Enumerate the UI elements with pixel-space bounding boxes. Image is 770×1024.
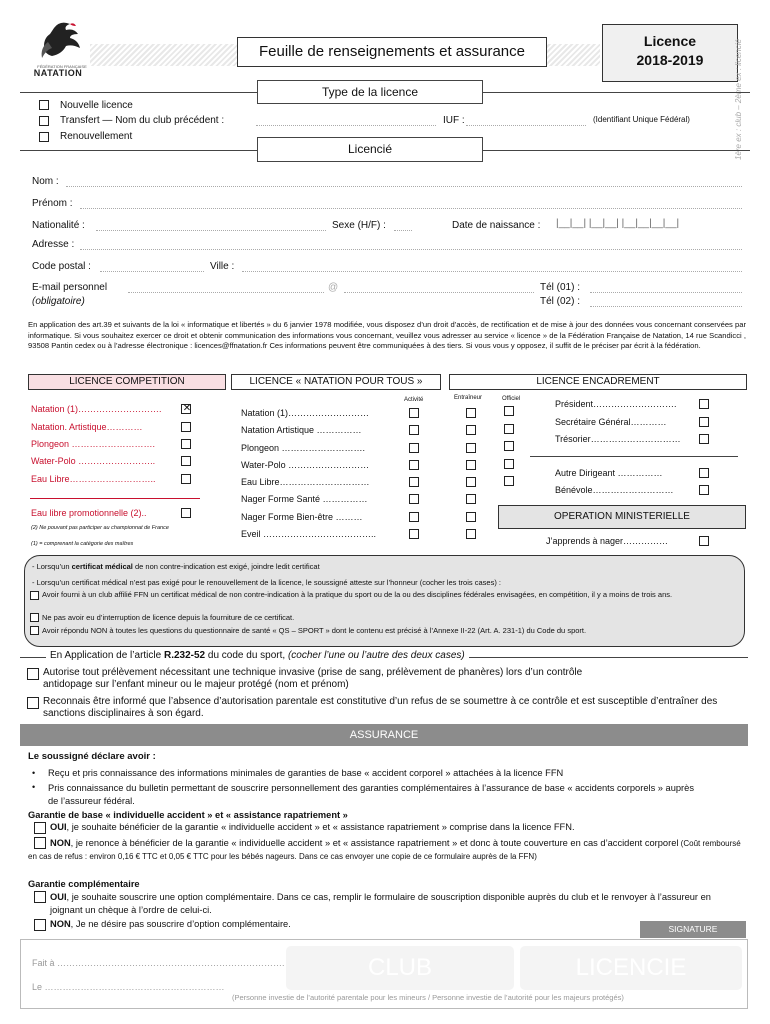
note-1: (1) = comprenant la catégorie des maîtres (31, 541, 134, 547)
benevole-checkbox[interactable] (699, 485, 709, 495)
eau-libre-promo-checkbox[interactable] (181, 508, 191, 518)
activite-label: Activité (404, 397, 424, 403)
entraineur-checkbox-8[interactable] (466, 529, 476, 539)
competition-item: Natation (1)………………………. (31, 404, 162, 414)
npt-item: Plongeon ………………………. (241, 443, 366, 453)
operation-ministerielle-heading: OPERATION MINISTERIELLE (498, 505, 746, 529)
competition-heading: LICENCE COMPETITION (28, 374, 226, 390)
logo-subtitle: FÉDÉRATION FRANÇAISE (37, 64, 87, 69)
role-tresorier: Trésorier………………………… (555, 434, 681, 444)
entraineur-checkbox-2[interactable] (466, 425, 476, 435)
sexe-field[interactable] (394, 230, 412, 231)
signature-heading: SIGNATURE (640, 921, 746, 938)
licence-label: Licence (643, 33, 697, 49)
divider (530, 456, 738, 457)
npt-item: Natation Artistique …………… (241, 425, 362, 435)
page-title-text: Feuille de renseignements et assurance (259, 43, 525, 60)
medical-line2: - Lorsqu’un certificat médical n’est pas exigé pour le renouvellement de la licence, le soussigné atteste sur l’honneur (cocher les trois cases) : (32, 578, 501, 587)
entraineur-checkbox-5[interactable] (466, 477, 476, 487)
competition-item: Plongeon ………………………. (31, 439, 156, 449)
garantie-oui-checkbox[interactable] (34, 822, 46, 834)
medical-opt2-checkbox[interactable] (30, 613, 39, 622)
autre-dirigeant-checkbox[interactable] (699, 468, 709, 478)
logo (28, 20, 90, 80)
date-naissance-field[interactable]: |__|__| |__|__| |__|__|__|__| (556, 218, 680, 229)
licence-box (602, 24, 738, 82)
fait-a-field[interactable]: Fait à …………………………………………………………………. (32, 958, 285, 968)
club-signature-box[interactable]: CLUB (286, 946, 514, 990)
signature-note: (Personne investie de l’autorité parentale pour les mineurs / Personne investie de l’autorité pour les majeurs protégés) (232, 993, 624, 1002)
iuf-label: IUF : (443, 115, 465, 126)
medical-line1: - Lorsqu’un certificat médical de non contre-indication est exigé, joindre ledit certificat (32, 562, 320, 571)
antidopage-reconnais-checkbox[interactable] (27, 697, 39, 709)
officiel-checkbox-1[interactable] (504, 406, 514, 416)
npt-item: Eveil ……………………………….. (241, 529, 377, 539)
prenom-field[interactable] (80, 208, 742, 209)
adresse-field[interactable] (80, 249, 742, 250)
president-checkbox[interactable] (699, 399, 709, 409)
club-precedent-field[interactable] (256, 125, 436, 126)
nationalite-label: Nationalité : (32, 220, 85, 231)
antidopage-autorise-checkbox[interactable] (27, 668, 39, 680)
comp-non-text: NON, Je ne désire pas souscrire d’option complémentaire. (50, 919, 291, 929)
nationalite-field[interactable] (96, 230, 326, 231)
competition-plongeon-checkbox[interactable] (181, 439, 191, 449)
ville-field[interactable] (242, 271, 742, 272)
nom-label: Nom : (32, 176, 59, 187)
npt-eveil-checkbox[interactable] (409, 529, 419, 539)
role-secretaire: Secrétaire Général………… (555, 417, 667, 427)
tel1-field[interactable] (590, 292, 742, 293)
npt-waterpolo-checkbox[interactable] (409, 460, 419, 470)
comp-non-checkbox[interactable] (34, 919, 46, 931)
npt-artistique-checkbox[interactable] (409, 425, 419, 435)
email-label: E-mail personnel (32, 282, 108, 293)
japprends-checkbox[interactable] (699, 536, 709, 546)
entraineur-checkbox-4[interactable] (466, 460, 476, 470)
competition-item: Water-Polo …………………….. (31, 456, 156, 466)
entraineur-checkbox-7[interactable] (466, 512, 476, 522)
entraineur-checkbox-1[interactable] (466, 408, 476, 418)
antidopage-opt1: Autorise tout prélèvement nécessitant une technique invasive (prise de sang, prélèvement de phanères) lors d’un contrôle antidopage sur l’enfant mineur ou le majeur protégé (nom et prénom) (43, 667, 583, 690)
npt-item: Eau Libre………………………… (241, 477, 370, 487)
code-postal-label: Code postal : (32, 261, 91, 272)
iuf-field[interactable] (466, 125, 586, 126)
vertical-note: 1ère ex : club – 2ème ex : licencié (734, 39, 743, 160)
assurance-bullet2: Pris connaissance du bulletin permettant de souscrire personnellement des garanties complémentaires à l’assurance de base « accidents corporels » auprès de l’assureur fédéral. (48, 783, 694, 806)
entraineur-label: Entraîneur (454, 395, 483, 401)
bullet-icon: • (32, 768, 36, 778)
licencie-heading: Licencié (257, 137, 483, 162)
garantie-non-text: NON, je renonce à bénéficier de la garantie « individuelle accident » et « assistance rapatriement » et donc à toute couverture en cas d’accident corporel (Coût remboursé en cas de refus : environ 0,16 € TTC et 0,05 € TTC pour les bébés nageurs. Dans ce cas envoyer une copie de ce formulaire auprès de la FFN) (28, 838, 741, 861)
season: 2018-2019 (636, 52, 704, 68)
legal-notice: En application des art.39 et suivants de la loi « informatique et libertés » du 6 janvier 1978 modifiée, vous disposez d’un droit d’accès, de rectification et de mise à jour des données vous concernant conservées par informatique. Si vous souhaitez exercer ce droit et obtenir communication des informations vous concernant, veuillez vous adresser au service « licence » de la Fédération Française de Natation, 14 rue Scandicci , 93508 Pantin cedex ou à l’adresse électronique : licences@ffnatation.fr Ces informations peuvent être communiquées à des tiers. Si vous vous y opposez, il suffit de le préciser par écrit à la fédération. (28, 320, 746, 350)
antidopage-opt2: Reconnais être informé que l’absence d’autorisation parentale est constitutive d’un refus de se soumettre à ce contrôle et est susceptible d’entraîner des sanctions disciplinaires à son égard. (43, 696, 718, 719)
tel2-label: Tél (02) : (540, 296, 581, 307)
competition-item: Eau Libre……………………….. (31, 474, 156, 484)
declare-label: Le soussigné déclare avoir : (28, 751, 156, 762)
encadrement-heading: LICENCE ENCADREMENT (449, 374, 747, 390)
le-field[interactable]: Le …………………………………………………… (32, 982, 225, 992)
competition-eaulibre-checkbox[interactable] (181, 474, 191, 484)
renouvellement-label: Renouvellement (60, 131, 133, 142)
officiel-label: Officiel (502, 396, 521, 402)
date-naissance-label: Date de naissance : (452, 220, 541, 231)
npt-item: Nager Forme Santé …………… (241, 494, 368, 504)
medical-opt2: Ne pas avoir eu d’interruption de licence depuis la fourniture de ce certificat. (42, 613, 295, 622)
ville-label: Ville : (210, 261, 235, 272)
role-autre-dirigeant: Autre Dirigeant …………… (555, 468, 663, 478)
bullet-icon: • (32, 782, 36, 792)
type-licence-heading: Type de la licence (257, 80, 483, 104)
eau-libre-promo-label: Eau libre promotionnelle (2).. (31, 508, 147, 518)
tel1-label: Tél (01) : (540, 282, 581, 293)
comp-oui-checkbox[interactable] (34, 891, 46, 903)
code-postal-field[interactable] (100, 271, 204, 272)
transfert-label: Transfert — Nom du club précédent : (60, 115, 225, 126)
nouvelle-licence-checkbox[interactable] (39, 100, 49, 110)
npt-item: Water-Polo ……………………… (241, 460, 370, 470)
licencie-signature-box[interactable]: LICENCIE (520, 946, 742, 990)
rooster-logo-icon (36, 20, 86, 62)
npt-heading: LICENCE « NATATION POUR TOUS » (231, 374, 441, 390)
npt-item: Nager Forme Bien-être ……… (241, 512, 363, 522)
note-2: (2) Ne pouvant pas participer au championnat de France (31, 525, 169, 531)
entraineur-checkbox-3[interactable] (466, 443, 476, 453)
logo-name: NATATION (33, 68, 83, 78)
garantie-comp-heading: Garantie complémentaire (28, 879, 140, 889)
medical-opt3-checkbox[interactable] (30, 626, 39, 635)
nouvelle-licence-label: Nouvelle licence (60, 100, 133, 111)
medical-opt1: Avoir fourni à un club affilié FFN un certificat médical de non contre-indication à la pratique du sport ou de la ou des disciplines fédérales envisagées, en compétition, il y a moins de trois ans. (42, 590, 673, 599)
role-benevole: Bénévole……………………… (555, 485, 674, 495)
npt-eaulibre-checkbox[interactable] (409, 477, 419, 487)
npt-plongeon-checkbox[interactable] (409, 443, 419, 453)
competition-artistique-checkbox[interactable] (181, 422, 191, 432)
nom-field[interactable] (66, 186, 742, 187)
iuf-note: (Identifiant Unique Fédéral) (593, 115, 690, 124)
garantie-base-heading: Garantie de base « individuelle accident » et « assistance rapatriement » (28, 810, 348, 820)
page-title (237, 37, 547, 67)
officiel-checkbox-5[interactable] (504, 476, 514, 486)
prenom-label: Prénom : (32, 198, 73, 209)
officiel-checkbox-2[interactable] (504, 424, 514, 434)
renouvellement-checkbox[interactable] (39, 132, 49, 142)
japprends-label: J’apprends à nager…………… (546, 536, 669, 546)
comp-oui-text: OUI, je souhaite souscrire une option complémentaire. Dans ce cas, remplir le formulaire de souscription disponible auprès du club et le renvoyer à l’assureur en joignant un chèque à l’ordre de celui-ci. (50, 892, 711, 915)
assurance-heading: ASSURANCE (20, 724, 748, 746)
garantie-oui-text: OUI, je souhaite bénéficier de la garantie « individuelle accident » et « assistance rapatriement » comprise dans la licence FFN. (50, 822, 575, 832)
npt-item: Natation (1)……………………… (241, 408, 370, 418)
officiel-checkbox-4[interactable] (504, 459, 514, 469)
role-president: Président………………………. (555, 399, 677, 409)
email-note: (obligatoire) (32, 296, 85, 307)
email-field-domain[interactable] (344, 292, 534, 293)
divider-red (30, 498, 200, 499)
medical-opt1-checkbox[interactable] (30, 591, 39, 600)
competition-natation-checkbox[interactable] (181, 404, 191, 414)
competition-item: Natation. Artistique………… (31, 422, 143, 432)
npt-sante-checkbox[interactable] (409, 494, 419, 504)
officiel-checkbox-3[interactable] (504, 441, 514, 451)
email-field-user[interactable] (128, 292, 324, 293)
npt-natation-checkbox[interactable] (409, 408, 419, 418)
adresse-label: Adresse : (32, 239, 75, 250)
tresorier-checkbox[interactable] (699, 434, 709, 444)
secretaire-checkbox[interactable] (699, 417, 709, 427)
competition-waterpolo-checkbox[interactable] (181, 456, 191, 466)
tel2-field[interactable] (590, 306, 742, 307)
assurance-bullet1: Reçu et pris connaissance des informations minimales de garanties de base « accident corporel » attachées à la licence FFN (48, 768, 564, 778)
medical-opt3: Avoir répondu NON à toutes les questions du questionnaire de santé « QS – SPORT » dont le contenu est précisé à l’Annexe II-22 (Art. A. 231-1) du Code du sport. (42, 626, 587, 635)
antidopage-title: En Application de l’article R.232-52 du code du sport, (cocher l’une ou l’autre des deux cases) (46, 650, 469, 661)
transfert-checkbox[interactable] (39, 116, 49, 126)
npt-bienetre-checkbox[interactable] (409, 512, 419, 522)
entraineur-checkbox-6[interactable] (466, 494, 476, 504)
email-at: @ (328, 282, 339, 293)
sexe-label: Sexe (H/F) : (332, 220, 386, 231)
